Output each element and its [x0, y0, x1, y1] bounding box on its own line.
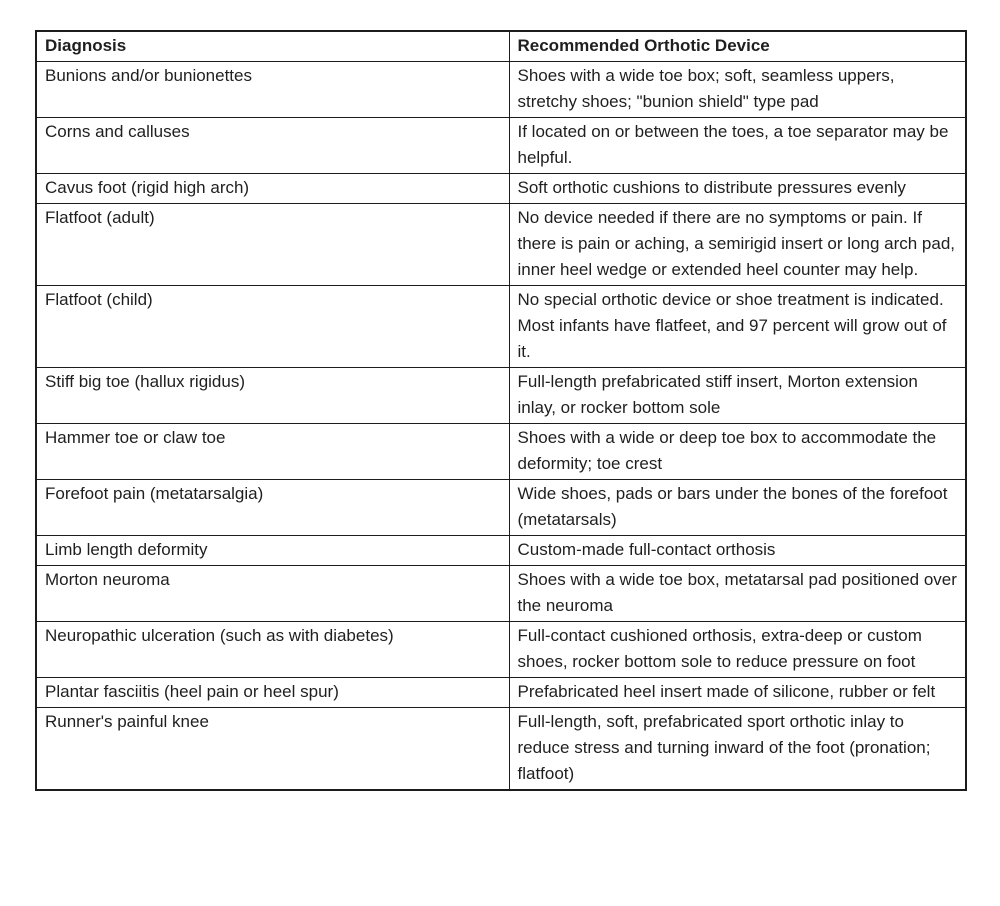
diagnosis-cell: Flatfoot (child) [36, 286, 509, 368]
device-cell: Full-length, soft, prefabricated sport orthotic inlay to reduce stress and turning inward of the foot (pronation; flatfoot) [509, 708, 966, 791]
device-cell: If located on or between the toes, a toe separator may be helpful. [509, 118, 966, 174]
table-row [36, 118, 966, 174]
device-cell: Shoes with a wide toe box; soft, seamless uppers, stretchy shoes; "bunion shield" type pad [509, 62, 966, 118]
table-row [36, 286, 966, 368]
device-cell: Shoes with a wide toe box, metatarsal pad positioned over the neuroma [509, 566, 966, 622]
device-cell: No device needed if there are no symptoms or pain. If there is pain or aching, a semirigid insert or long arch pad, inner heel wedge or extended heel counter may help. [509, 204, 966, 286]
device-cell: Custom-made full-contact orthosis [509, 536, 966, 566]
diagnosis-cell: Runner's painful knee [36, 708, 509, 791]
device-cell: Wide shoes, pads or bars under the bones of the forefoot (metatarsals) [509, 480, 966, 536]
diagnosis-cell: Plantar fasciitis (heel pain or heel spur) [36, 678, 509, 708]
diagnosis-column-header: Diagnosis [36, 31, 509, 62]
diagnosis-cell: Hammer toe or claw toe [36, 424, 509, 480]
device-cell: Shoes with a wide or deep toe box to accommodate the deformity; toe crest [509, 424, 966, 480]
table-row [36, 678, 966, 708]
diagnosis-cell: Neuropathic ulceration (such as with diabetes) [36, 622, 509, 678]
device-column-header: Recommended Orthotic Device [509, 31, 966, 62]
table-row [36, 62, 966, 118]
device-cell: Prefabricated heel insert made of silicone, rubber or felt [509, 678, 966, 708]
table-row [36, 480, 966, 536]
diagnosis-cell: Forefoot pain (metatarsalgia) [36, 480, 509, 536]
diagnosis-cell: Limb length deformity [36, 536, 509, 566]
table-row [36, 174, 966, 204]
diagnosis-cell: Bunions and/or bunionettes [36, 62, 509, 118]
diagnosis-cell: Cavus foot (rigid high arch) [36, 174, 509, 204]
table-row [36, 368, 966, 424]
diagnosis-cell: Morton neuroma [36, 566, 509, 622]
device-cell: Soft orthotic cushions to distribute pressures evenly [509, 174, 966, 204]
table-row [36, 536, 966, 566]
orthotic-device-table [35, 30, 967, 791]
diagnosis-cell: Stiff big toe (hallux rigidus) [36, 368, 509, 424]
table-row [36, 566, 966, 622]
device-cell: No special orthotic device or shoe treatment is indicated. Most infants have flatfeet, and 97 percent will grow out of it. [509, 286, 966, 368]
device-cell: Full-length prefabricated stiff insert, Morton extension inlay, or rocker bottom sole [509, 368, 966, 424]
diagnosis-cell: Flatfoot (adult) [36, 204, 509, 286]
table-row [36, 424, 966, 480]
table-header-row [36, 31, 966, 62]
device-cell: Full-contact cushioned orthosis, extra-deep or custom shoes, rocker bottom sole to reduce pressure on foot [509, 622, 966, 678]
table-row [36, 622, 966, 678]
table-row [36, 204, 966, 286]
table-row [36, 708, 966, 791]
diagnosis-cell: Corns and calluses [36, 118, 509, 174]
